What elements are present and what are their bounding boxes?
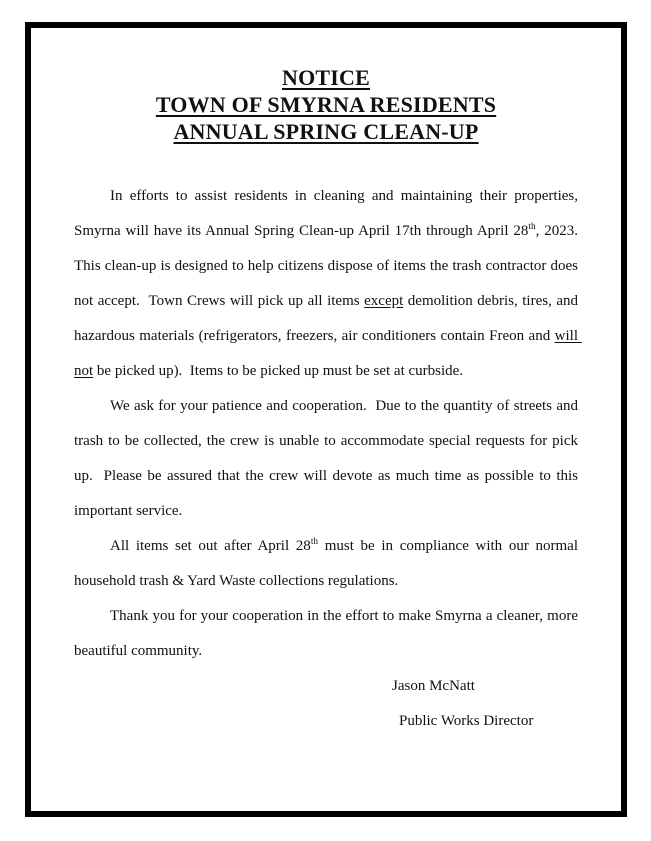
notice-body [74, 179, 586, 669]
signature-name: Jason McNatt [392, 678, 475, 694]
notice-border-frame [25, 22, 627, 817]
notice-paragraph-3: All items set out after April 28th must be in compliance with our normal household trash & Yard Waste collections regulations. [74, 537, 582, 589]
notice-title [74, 64, 578, 145]
notice-title-line-3: ANNUAL SPRING CLEAN-UP [173, 119, 479, 144]
notice-title-line-1: NOTICE [282, 65, 370, 90]
notice-paragraph-2: We ask for your patience and cooperation. Due to the quantity of streets and trash to be collected, the crew is unable to accommodate special requests for pick up. Please be assured that the crew will devote as much time as possible to this important service. [74, 398, 582, 519]
signature-block [74, 669, 578, 739]
notice-title-line-2: TOWN OF SMYRNA RESIDENTS [155, 92, 497, 117]
notice-content [31, 28, 621, 739]
notice-paragraph-4: Thank you for your cooperation in the effort to make Smyrna a cleaner, more beautiful community. [74, 608, 582, 659]
signature-title: Public Works Director [399, 713, 534, 729]
notice-paragraph-1: In efforts to assist residents in cleaning and maintaining their properties, Smyrna will have its Annual Spring Clean-up April 17th through April 28th, 2023. This clean-up is designed to help citizens dispose of items the trash contractor does not accept. Town Crews will pick up all items except demolition debris, tires, and hazardous materials (refrigerators, freezers, air conditioners contain Freon and will not be picked up). Items to be picked up must be set at curbside. [74, 188, 586, 379]
